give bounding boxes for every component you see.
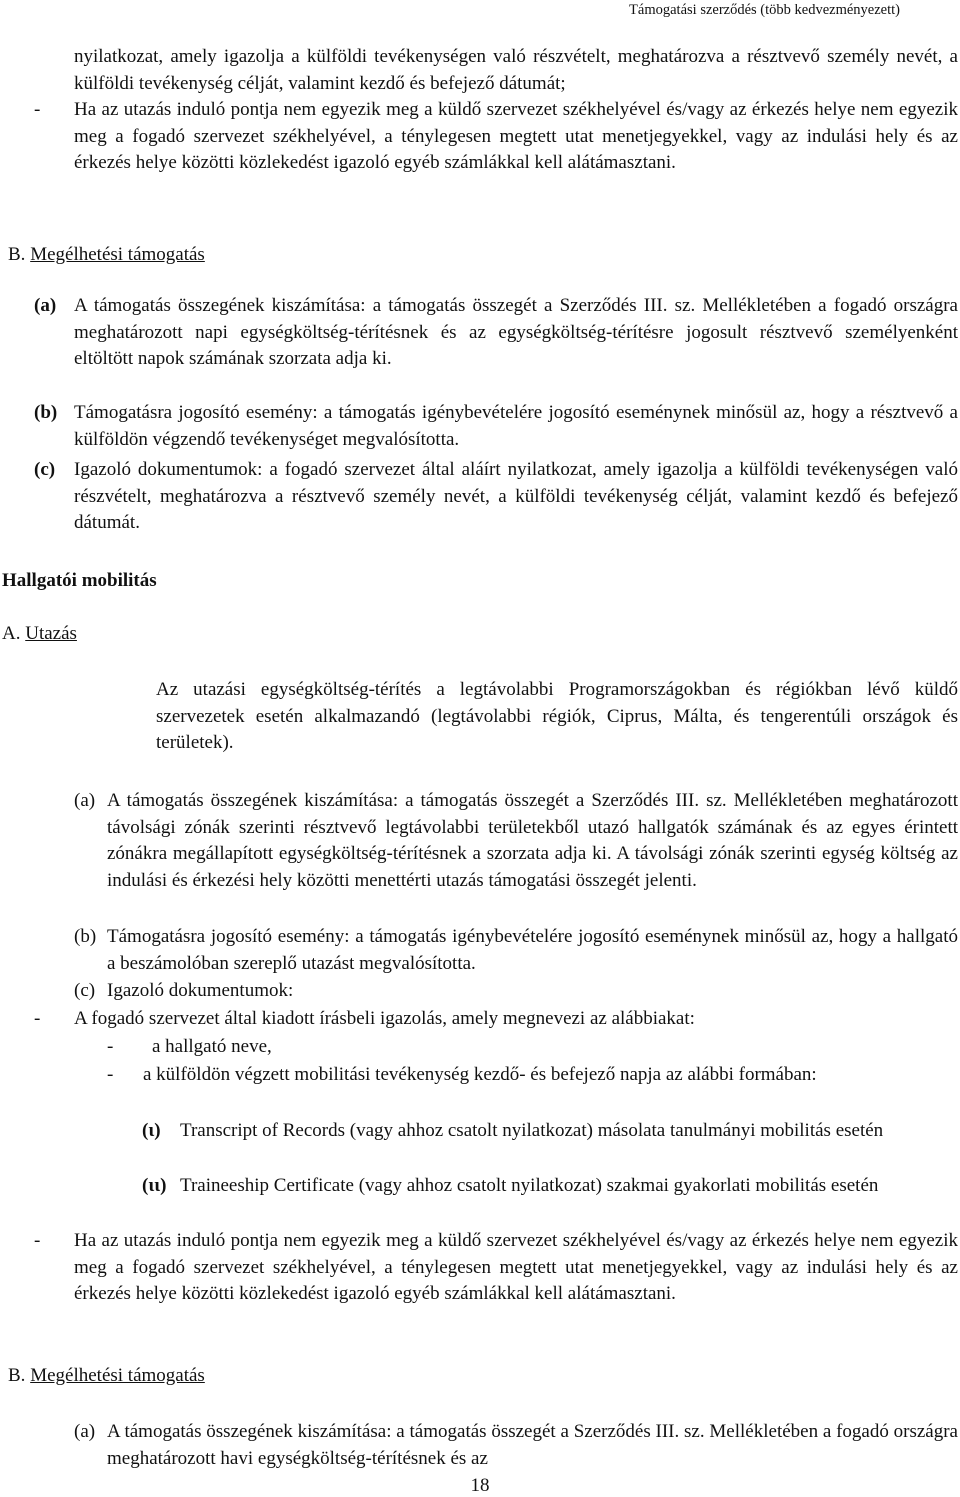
- sub-item-dates: a külföldön végzett mobilitási tevékenység kezdő- és befejező napja az alábbi formában:: [143, 1064, 817, 1085]
- item-label-c: (c): [34, 459, 56, 480]
- item-label-a: (a): [74, 790, 96, 811]
- item-label-b: (b): [34, 402, 58, 423]
- paragraph-travel-proof: Ha az utazás induló pontja nem egyezik meg a küldő szervezet székhelyével és/vagy az érkezés helye nem egyezik meg a fogadó szervezet székhelyével, a ténylegesen megtett utat menetjegyekkel, vagy az indulási hely és az érkezés helye közötti közlekedést igazoló egyéb számlákkal kell alátámasztani.: [74, 99, 958, 173]
- item-text-c: Igazoló dokumentumok:: [107, 980, 294, 1001]
- sub-item-name: a hallgató neve,: [152, 1036, 272, 1057]
- roman-label-1: (ι): [142, 1120, 161, 1141]
- list-item-certificate: A fogadó szervezet által kiadott írásbeli igazolás, amely megnevezi az alábbiakat:: [74, 1008, 695, 1029]
- list-item-travel-proof: Ha az utazás induló pontja nem egyezik meg a küldő szervezet székhelyével és/vagy az érkezés helye nem egyezik meg a fogadó szervezet székhelyével, a ténylegesen megtett utat menetjegyekkel, vagy az indulási hely és az érkezés helye közötti közlekedést igazoló egyéb számlákkal kell alátámasztani.: [74, 1230, 958, 1304]
- section-title: Megélhetési támogatás: [30, 1365, 205, 1386]
- item-text-a: A támogatás összegének kiszámítása: a támogatás összegét a Szerződés III. sz. Mellékletében meghatározott távolsági zónák szerinti résztvevő legtávolabbi területekből utazó hallgatók számának és az egyes érintett zónákra megállapított egységköltség-térítésnek a szorzata adja ki. A távolsági zónák szerinti egység költség az indulási és érkezési hely közötti menettérti utazás támogatási összegét jelenti.: [107, 790, 958, 891]
- page-number: 18: [470, 1475, 490, 1496]
- bullet-dash: -: [107, 1064, 114, 1085]
- section-heading-a: [2, 621, 77, 648]
- bullet-dash: -: [34, 99, 41, 120]
- running-header: Támogatási szerződés (több kedvezményezett): [629, 2, 900, 18]
- intro-paragraph: Az utazási egységköltség-térítés a legtávolabbi Programországokban és régiókban lévő küldő szervezetek esetén alkalmazandó (legtávolabbi régiók, Ciprus, Málta, és tengerentúli országok és területek).: [156, 679, 958, 753]
- bullet-dash: -: [107, 1036, 114, 1057]
- item-text-b: Támogatásra jogosító esemény: a támogatás igénybevételére jogosító eseménynek minősül az, hogy a hallgató a beszámolóban szereplő utazást megvalósította.: [107, 926, 958, 974]
- roman-text-1: Transcript of Records (vagy ahhoz csatolt nyilatkozat) másolata tanulmányi mobilitás esetén: [180, 1120, 884, 1141]
- item-label-a: (a): [74, 1421, 96, 1442]
- item-label-b: (b): [74, 926, 97, 947]
- roman-label-2: (ιι): [142, 1175, 167, 1196]
- section-heading-b: [8, 1363, 205, 1390]
- item-text-b: Támogatásra jogosító esemény: a támogatás igénybevételére jogosító eseménynek minősül az, hogy a résztvevő a külföldön végzendő tevékenységet megvalósította.: [74, 402, 958, 450]
- section-prefix: B.: [8, 244, 26, 265]
- roman-text-2: Traineeship Certificate (vagy ahhoz csatolt nyilatkozat) szakmai gyakorlati mobilitás esetén: [180, 1175, 879, 1196]
- section-title: Utazás: [25, 623, 77, 644]
- bullet-dash: -: [34, 1008, 41, 1029]
- section-title: Megélhetési támogatás: [30, 244, 205, 265]
- item-text-c: Igazoló dokumentumok: a fogadó szervezet által aláírt nyilatkozat, amely igazolja a külföldi tevékenységen való részvételt, meghatározva a résztvevő személy nevét, a külföldi tevékenység célját, valamint kezdő és befejező dátumát.: [74, 459, 958, 533]
- item-label-a: (a): [34, 295, 57, 316]
- item-text-a: A támogatás összegének kiszámítása: a támogatás összegét a Szerződés III. sz. Mellékletében a fogadó országra meghatározott havi egységköltség-térítésnek és az: [107, 1421, 958, 1469]
- bullet-dash: -: [34, 1230, 41, 1251]
- section-prefix: B.: [8, 1365, 26, 1386]
- paragraph-continuation: nyilatkozat, amely igazolja a külföldi tevékenységen való részvételt, meghatározva a résztvevő személy nevét, a külföldi tevékenység célját, valamint kezdő és befejező dátumát;: [74, 46, 958, 94]
- section-prefix: A.: [2, 623, 21, 644]
- section-heading-b: [8, 242, 205, 269]
- item-label-c: (c): [74, 980, 96, 1001]
- heading-student-mobility: Hallgatói mobilitás: [2, 570, 157, 591]
- item-text-a: A támogatás összegének kiszámítása: a támogatás összegét a Szerződés III. sz. Mellékletében a fogadó országra meghatározott napi egységköltség-térítésnek és az egységköltség-térítésre jogosult résztvevő személyenként eltöltött napok számának szorzata adja ki.: [74, 295, 958, 369]
